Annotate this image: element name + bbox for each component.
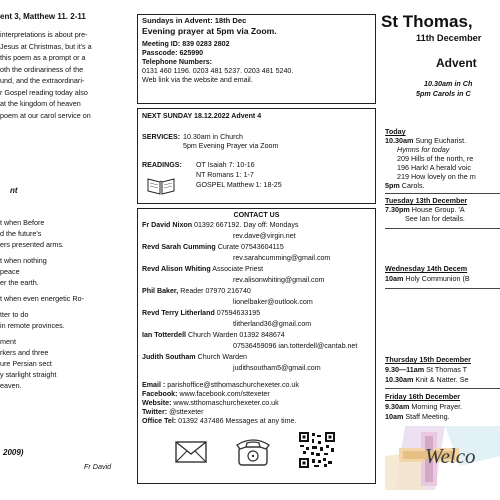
notices-column — [379, 0, 500, 500]
contact-line — [142, 265, 263, 273]
envelope-icon — [174, 435, 210, 469]
passcode: Passcode: 625990 — [142, 49, 204, 57]
wednesday-heading: Wednesday 14th Decem — [385, 264, 468, 273]
advent-heading: Advent — [436, 56, 477, 70]
next-sunday-heading: NEXT SUNDAY 18.12.2022 Advent 4 — [142, 112, 262, 120]
morning-service: 10.30am in Ch — [424, 79, 473, 88]
reflection-line: r Gospel reading today also — [0, 87, 88, 97]
sundays-in-advent: Sundays in Advent: 18th Dec — [142, 16, 247, 25]
contact-detail: tlitherland36@gmail.com — [233, 320, 312, 328]
website-label: Website: — [142, 399, 172, 407]
contact-detail: 07536459096 ian.totterdell@cantab.net — [233, 342, 358, 350]
email-address[interactable]: parishoffice@stthomaschurchexeter.co.uk — [165, 381, 299, 389]
reflection-line: oth the ordinariness of the — [0, 64, 84, 74]
office-label: Office Tel: — [142, 417, 177, 425]
poem-line: t when even energetic Ro- — [0, 294, 84, 303]
contact-line — [233, 276, 324, 284]
tuesday-heading: Tuesday 13th December — [385, 196, 468, 205]
contact-name: Judith Southam — [142, 353, 196, 361]
contact-line — [233, 298, 313, 306]
contact-detail: Associate Priest — [210, 265, 264, 273]
poem-line: d the future's — [0, 229, 42, 238]
today-eucharist: 10.30am Sung Eucharist. — [385, 136, 467, 145]
contact-name: Revd Terry Litherland — [142, 309, 215, 317]
contact-line — [233, 364, 321, 372]
contact-detail: rev.sarahcumming@gmail.com — [233, 254, 331, 262]
twitter-label: Twitter: — [142, 408, 168, 416]
contact-name: Fr David Nixon — [142, 221, 193, 229]
thursday-heading: Thursday 15th December — [385, 355, 471, 364]
hymn-item: 209 Hills of the north, re — [397, 154, 474, 163]
contact-heading: CONTACT US — [233, 211, 280, 219]
tuesday-house-group: 7.30pm House Group. 'A — [385, 205, 465, 214]
reading-ot: OT Isaiah 7: 10-16 — [196, 161, 255, 169]
today-carols: 5pm Carols. — [385, 181, 425, 190]
evening-prayer-zoom: Evening prayer at 5pm via Zoom. — [142, 26, 277, 36]
friday-item: 9.30am Morning Prayer. — [385, 402, 463, 411]
service-1: 10.30am in Church — [183, 133, 243, 141]
facebook-line — [142, 390, 270, 398]
contact-detail: 01392 667192. Day off: Mondays — [192, 221, 299, 229]
telephone-numbers: 0131 460 1196. 0203 481 5237. 0203 481 5240. — [142, 67, 294, 75]
reflection-heading: ent 3, Matthew 11. 2-11 — [0, 12, 86, 21]
contact-line — [142, 287, 251, 295]
poem-title: nt — [10, 186, 18, 195]
contact-detail: judithsoutham5@gmail.com — [233, 364, 321, 372]
facebook-label: Facebook: — [142, 390, 178, 398]
poem-line: ers presented arms. — [0, 240, 64, 249]
open-bible-icon — [146, 174, 176, 196]
telephone-label: Telephone Numbers: — [142, 58, 213, 66]
hymns-heading: Hymns for today — [397, 145, 450, 154]
website-link[interactable]: www.stthomaschurchexeter.co.uk — [171, 399, 279, 407]
twitter-line — [142, 408, 203, 416]
contact-line — [233, 320, 311, 328]
office-line — [142, 417, 296, 425]
poem-line: in remote provinces. — [0, 321, 65, 330]
office-phone: 01392 437486 Messages at any time. — [176, 417, 297, 425]
qr-code-icon[interactable] — [298, 431, 336, 469]
welcome-text: Welco — [425, 444, 476, 468]
hymn-item: 219 How lovely on the m — [397, 172, 476, 181]
meeting-id: Meeting ID: 839 0283 2802 — [142, 40, 230, 48]
zoom-notice-box — [137, 14, 376, 104]
contact-detail: 07594633195 — [214, 309, 261, 317]
poem-line: peace — [0, 267, 20, 276]
contact-line — [233, 232, 296, 240]
email-label: Email : — [142, 381, 166, 389]
friday-heading: Friday 16th December — [385, 392, 461, 401]
contact-detail: rev.dave@virgin.net — [233, 232, 296, 240]
contact-name: Phil Baker, — [142, 287, 179, 295]
thursday-item: 9.30—11am St Thomas T — [385, 365, 468, 374]
contact-line — [142, 309, 260, 317]
poem-line: er the earth. — [0, 278, 39, 287]
email-line — [142, 381, 299, 389]
poem-citation: 2009) — [3, 448, 24, 457]
contact-detail: Church Warden — [195, 353, 247, 361]
contact-name: Revd Sarah Cumming — [142, 243, 216, 251]
divider — [385, 288, 500, 289]
poem-line: t when Before — [0, 218, 45, 227]
contact-detail: Reader 07970 216740 — [178, 287, 251, 295]
reflection-line: this poem as a prompt or a — [0, 53, 86, 62]
welcome-banner — [385, 426, 500, 490]
contact-name: Revd Alison Whiting — [142, 265, 211, 273]
divider — [385, 388, 500, 389]
contact-name: Ian Totterdell — [142, 331, 187, 339]
reading-gospel: GOSPEL Matthew 1: 18-25 — [196, 181, 282, 189]
contact-detail: lionelbaker@outlook.com — [233, 298, 313, 306]
readings-label: READINGS: — [142, 161, 182, 169]
contact-detail: Curate 07543604115 — [215, 243, 284, 251]
thursday-item: 10.30am Knit & Natter. Se — [385, 375, 469, 384]
reflection-line: poem at our carol service on — [0, 110, 91, 120]
reflection-line: Jesus at Christmas, but it's a — [0, 41, 92, 51]
poem-line: rkers and three — [0, 348, 49, 357]
hymn-item: 196 Hark! A herald voic — [397, 163, 471, 172]
contact-line — [233, 342, 357, 350]
contact-detail: Church Warden 01392 848674 — [186, 331, 285, 339]
service-2: 5pm Evening Prayer via Zoom — [183, 142, 279, 150]
reading-nt: NT Romans 1: 1-7 — [196, 171, 254, 179]
reflection-column — [0, 0, 134, 500]
sunday-date: 11th December — [416, 33, 482, 43]
tuesday-details: See Ian for details. — [405, 214, 465, 223]
divider — [385, 228, 500, 229]
evening-carols: 5pm Carols in C — [416, 89, 471, 98]
poem-line: ment — [0, 337, 16, 346]
today-heading: Today — [385, 127, 406, 136]
divider — [385, 193, 500, 194]
wednesday-communion: 10am Holy Communion (B — [385, 274, 470, 283]
poem-line: ure Persian sect — [0, 359, 52, 368]
poem-line: eaven. — [0, 381, 22, 390]
contact-line — [142, 243, 284, 251]
telephone-icon — [233, 433, 273, 469]
poem-line: tter to do — [0, 310, 29, 319]
contact-line — [233, 254, 330, 262]
twitter-handle[interactable]: @sttexeter — [167, 408, 204, 416]
facebook-link[interactable]: www.facebook.com/sttexeter — [177, 390, 270, 398]
contact-box — [137, 208, 376, 484]
reflection-line: und, and the extraordinari- — [0, 76, 85, 85]
reflection-line: at the kingdom of heaven — [0, 99, 81, 108]
contact-line — [142, 353, 247, 361]
poem-line: t when nothing — [0, 256, 47, 265]
next-sunday-box — [137, 108, 376, 204]
info-column — [134, 0, 377, 500]
contact-line — [142, 331, 285, 339]
website-line — [142, 399, 279, 407]
reflection-line: interpretations is about pre- — [0, 30, 88, 39]
friday-item: 10am Staff Meeting. — [385, 412, 450, 421]
contact-detail: rev.alisonwhiting@gmail.com — [233, 276, 325, 284]
services-label: SERVICES: — [142, 133, 181, 141]
reflection-signature: Fr David — [84, 462, 112, 471]
church-title: St Thomas, — [381, 12, 473, 31]
contact-line — [142, 221, 298, 229]
web-link-note: Web link via the website and email. — [142, 76, 253, 84]
poem-line: y starlight straight — [0, 370, 57, 379]
